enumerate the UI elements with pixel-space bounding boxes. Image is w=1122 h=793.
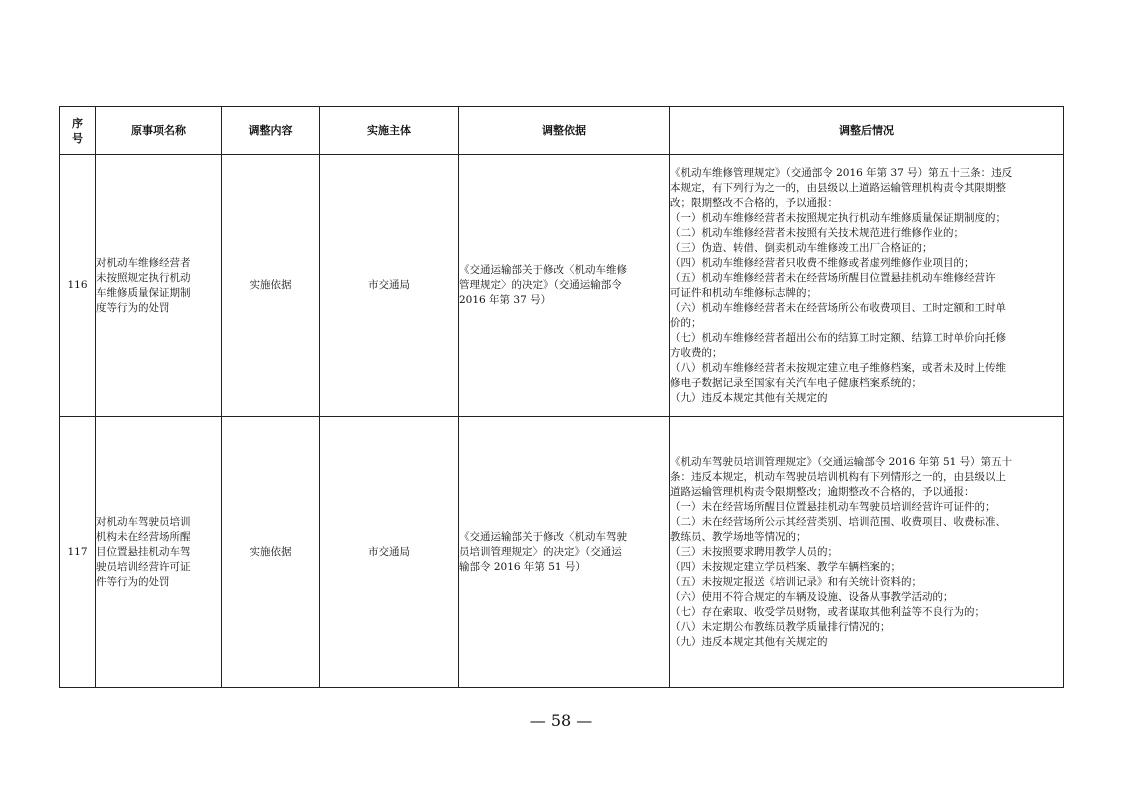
table-header-row bbox=[60, 107, 1064, 155]
result-line: （九）违反本规定其他有关规定的 bbox=[670, 391, 828, 404]
row-name bbox=[96, 417, 222, 688]
result-line: （五）未按规定报送《培训记录》和有关统计资料的； bbox=[670, 575, 922, 588]
table-row bbox=[60, 417, 1064, 688]
name-line: 度等行为的处罚 bbox=[96, 301, 170, 314]
result-line: （九）违反本规定其他有关规定的 bbox=[670, 635, 828, 648]
basis-line: 输部令 2016 年第 51 号） bbox=[459, 560, 586, 573]
row-agency: 市交通局 bbox=[320, 417, 459, 688]
result-line: 本规定，有下列行为之一的，由县级以上道路运输管理机构责令其限期整 bbox=[670, 181, 1006, 194]
result-line: 修电子数据记录至国家有关汽车电子健康档案系统的； bbox=[670, 376, 922, 389]
row-result bbox=[670, 417, 1064, 688]
result-line: （三）未按照要求聘用教学人员的； bbox=[670, 545, 838, 558]
basis-line: 员培训管理规定〉的决定》（交通运 bbox=[459, 545, 622, 558]
result-line: 改；限期整改不合格的，予以通报： bbox=[670, 196, 838, 209]
name-line: 件等行为的处罚 bbox=[96, 575, 170, 588]
row-basis bbox=[459, 417, 670, 688]
result-line: （八）未定期公布教练员教学质量排行情况的； bbox=[670, 620, 891, 633]
row-seq: 116 bbox=[60, 155, 96, 417]
header-adjustment: 调整内容 bbox=[222, 107, 320, 155]
result-line: 可证件和机动车维修标志牌的； bbox=[670, 286, 817, 299]
name-line: 车维修质量保证期制 bbox=[96, 286, 191, 299]
basis-line: 管理规定〉的决定》（交通运输部令 bbox=[459, 279, 622, 291]
name-line: 未按照规定执行机动 bbox=[96, 271, 191, 284]
row-result bbox=[670, 155, 1064, 417]
header-basis: 调整依据 bbox=[459, 107, 670, 155]
result-line: 条：违反本规定，机动车驾驶员培训机构有下列情形之一的，由县级以上 bbox=[670, 470, 1006, 483]
header-seq bbox=[60, 107, 96, 155]
result-line: 价的； bbox=[670, 316, 702, 329]
result-line: （七）存在索取、收受学员财物，或者谋取其他利益等不良行为的； bbox=[670, 605, 985, 618]
result-line: 《机动车驾驶员培训管理规定》（交通运输部令 2016 年第 51 号）第五十 bbox=[670, 455, 1013, 468]
name-line: 驶员培训经营许可证 bbox=[96, 560, 191, 573]
name-line: 对机动车驾驶员培训 bbox=[96, 515, 191, 528]
name-line: 机构未在经营场所醒 bbox=[96, 530, 191, 543]
result-line: （二）未在经营场所公示其经营类别、培训范围、收费项目、收费标准、 bbox=[670, 515, 1006, 528]
result-line: （六）机动车维修经营者未在经营场所公布收费项目、工时定额和工时单 bbox=[670, 301, 1006, 314]
row-agency: 市交通局 bbox=[320, 155, 459, 417]
result-line: （五）机动车维修经营者未在经营场所醒目位置悬挂机动车维修经营许 bbox=[670, 271, 996, 284]
header-seq-char-1: 序 bbox=[72, 116, 83, 130]
basis-line: 《交通运输部关于修改〈机动车维修 bbox=[459, 264, 627, 276]
basis-line: 2016 年第 37 号） bbox=[459, 294, 552, 306]
row-adjustment: 实施依据 bbox=[222, 155, 320, 417]
row-name bbox=[96, 155, 222, 417]
result-line: 教练员、教学场地等情况的； bbox=[670, 530, 807, 543]
header-name: 原事项名称 bbox=[96, 107, 222, 155]
result-line: （四）未按规定建立学员档案、教学车辆档案的； bbox=[670, 560, 901, 573]
page-number: — 58 — bbox=[529, 711, 593, 730]
result-line: （四）机动车维修经营者只收费不维修或者虚列维修作业项目的； bbox=[670, 256, 975, 269]
basis-line: 《交通运输部关于修改〈机动车驾驶 bbox=[459, 530, 627, 543]
row-seq: 117 bbox=[60, 417, 96, 688]
result-line: （一）机动车维修经营者未按照规定执行机动车维修质量保证期制度的； bbox=[670, 211, 1006, 224]
result-line: 《机动车维修管理规定》（交通部令 2016 年第 37 号）第五十三条：违反 bbox=[670, 166, 1013, 179]
result-line: 方收费的； bbox=[670, 346, 723, 359]
header-seq-char-2: 号 bbox=[72, 131, 83, 145]
row-adjustment: 实施依据 bbox=[222, 417, 320, 688]
result-line: （六）使用不符合规定的车辆及设施、设备从事教学活动的； bbox=[670, 590, 954, 603]
name-line: 对机动车维修经营者 bbox=[96, 256, 191, 269]
result-line: 道路运输管理机构责令限期整改；逾期整改不合格的，予以通报： bbox=[670, 485, 975, 498]
result-line: （三）伪造、转借、倒卖机动车维修竣工出厂合格证的； bbox=[670, 241, 933, 254]
adjustment-table bbox=[59, 106, 1064, 688]
result-line: （二）机动车维修经营者未按照有关技术规范进行维修作业的； bbox=[670, 226, 964, 239]
table-row bbox=[60, 155, 1064, 417]
result-line: （一）未在经营场所醒目位置悬挂机动车驾驶员培训经营许可证件的； bbox=[670, 500, 996, 513]
header-agency: 实施主体 bbox=[320, 107, 459, 155]
result-line: （八）机动车维修经营者未按规定建立电子维修档案，或者未及时上传维 bbox=[670, 361, 1006, 374]
header-result: 调整后情况 bbox=[670, 107, 1064, 155]
name-line: 目位置悬挂机动车驾 bbox=[96, 545, 191, 558]
row-basis bbox=[459, 155, 670, 417]
result-line: （七）机动车维修经营者超出公布的结算工时定额、结算工时单价向托修 bbox=[670, 331, 1006, 344]
